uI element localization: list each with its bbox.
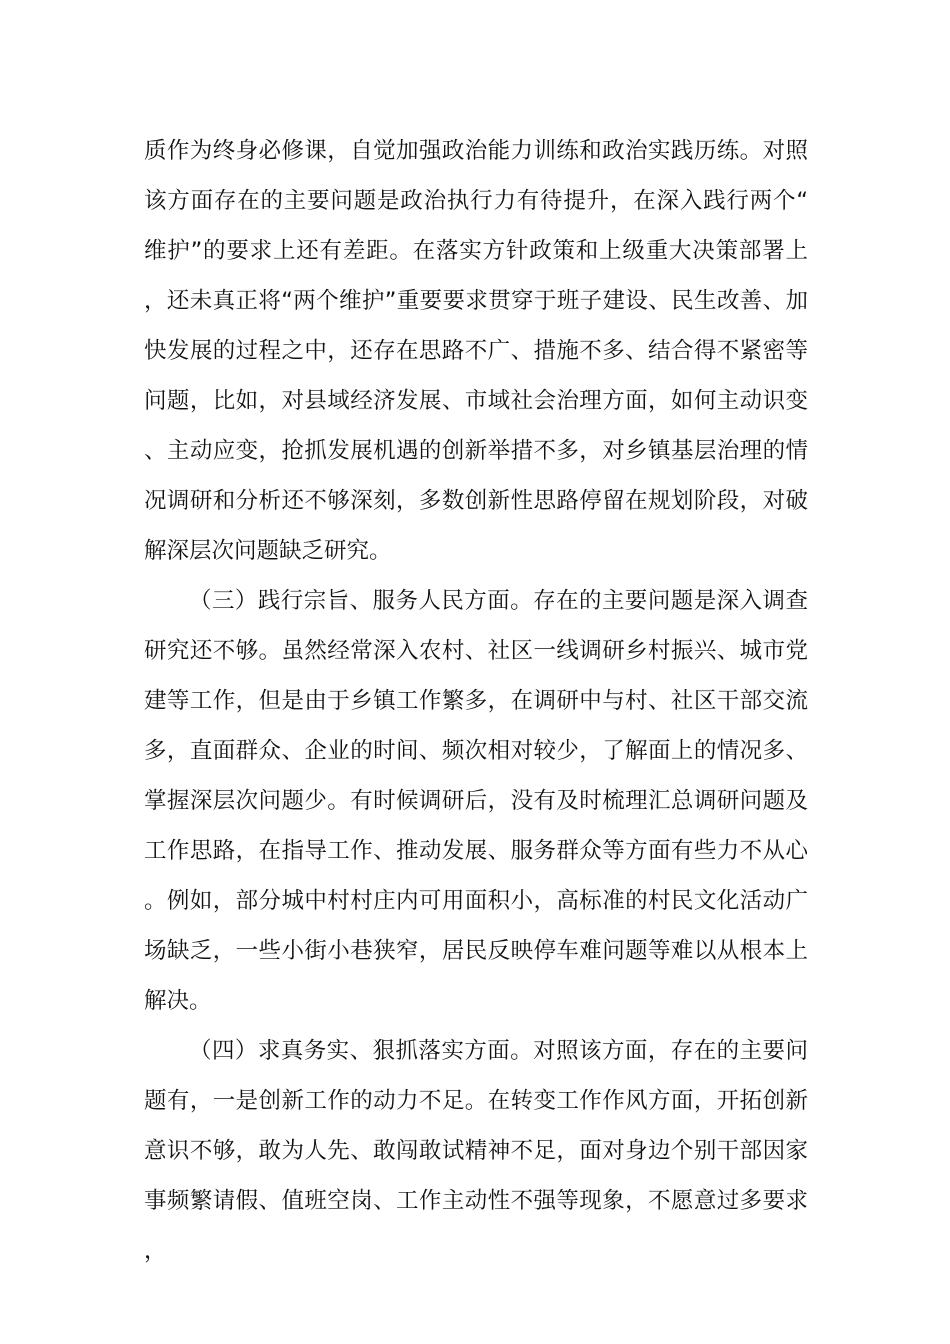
paragraph-continuation: 质作为终身必修课，自觉加强政治能力训练和政治实践历练。对照该方面存在的主要问题是政治执行力有待提升，在深入践行两个“维护”的要求上还有差距。在落实方针政策和上级重大决策部署上，还未真正将“两个维护”重要要求贯穿于班子建设、民生改善、加快发展的过程之中，还存在思路不广、措施不多、结合得不紧密等问题，比如，对县域经济发展、市域社会治理方面，如何主动识变、主动应变，抢抓发展机遇的创新举措不多，对乡镇基层治理的情况调研和分析还不够深刻，多数创新性思路停留在规划阶段，对破解深层次问题缺乏研究。 [144,138,808,564]
paragraph-section-four: （四）求真务实、狠抓落实方面。对照该方面，存在的主要问题有，一是创新工作的动力不足。在转变工作作风方面，开拓创新意识不够，敢为人先、敢闯敢试精神不足，面对身边个别干部因家事频繁请假、值班空岗、工作主动性不强等现象，不愿意过多要求， [144,1038,808,1264]
document-body [144,126,808,1276]
paragraph-section-three: （三）践行宗旨、服务人民方面。存在的主要问题是深入调查研究还不够。虽然经常深入农村、社区一线调研乡村振兴、城市党建等工作，但是由于乡镇工作繁多，在调研中与村、社区干部交流多，直面群众、企业的时间、频次相对较少，了解面上的情况多、掌握深层次问题少。有时候调研后，没有及时梳理汇总调研问题及工作思路，在指导工作、推动发展、服务群众等方面有些力不从心。例如，部分城中村村庄内可用面积小，高标准的村民文化活动广场缺乏，一些小街小巷狭窄，居民反映停车难问题等难以从根本上解决。 [144,588,808,1014]
